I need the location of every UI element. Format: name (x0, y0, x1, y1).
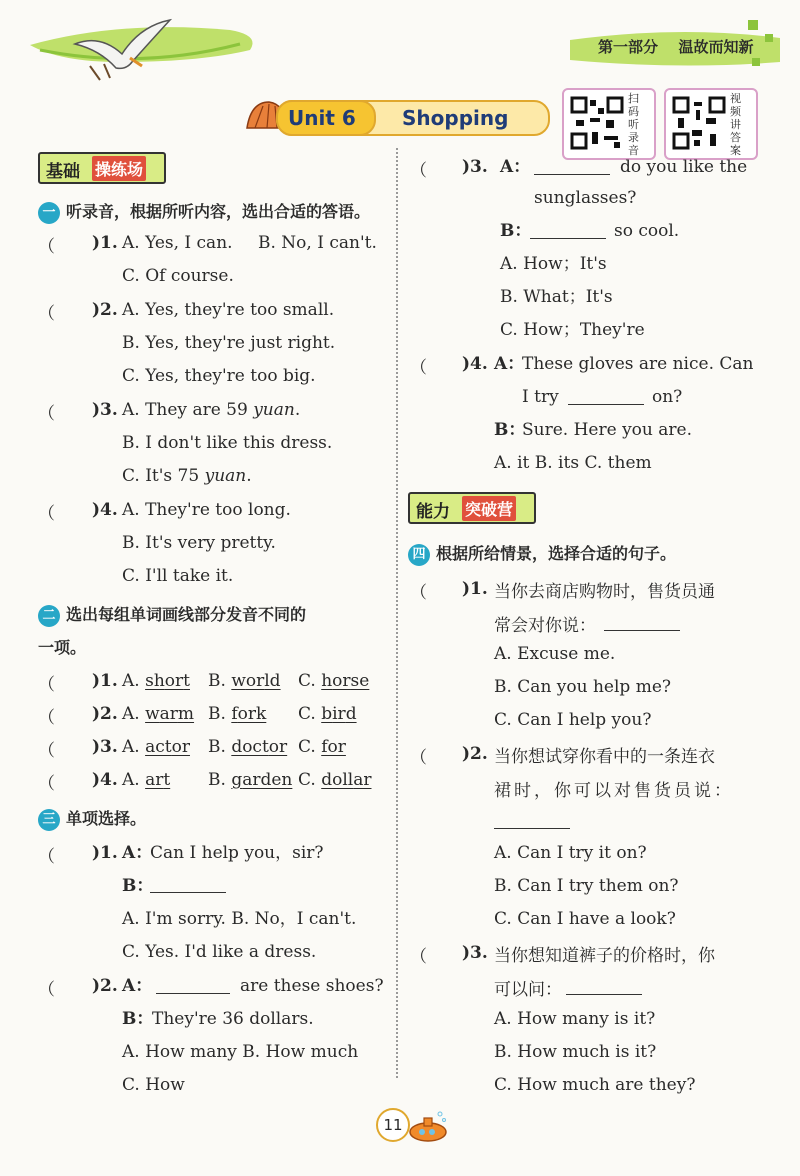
question-number: )2. (462, 744, 488, 764)
option-c: C. How；They're (500, 320, 645, 340)
option-b: B. Can you help me? (494, 677, 672, 697)
option-b: B. What；It's (500, 287, 613, 307)
answer-blank[interactable] (530, 222, 606, 239)
section-3-title: 三 单项选择。 (38, 806, 146, 831)
question-text: 当你想知道裤子的价格时，你 (494, 946, 715, 966)
option-a: A. They are 59 yuan. (122, 400, 301, 420)
page-number: 11 (376, 1108, 410, 1142)
question-number: )3. (92, 400, 118, 420)
option-b: B. Can I try them on? (494, 876, 679, 896)
qr-code-icon (672, 96, 726, 150)
section-2-title-cont: 一项。 (38, 638, 87, 657)
section-2-title: 二 选出每组单词画线部分发音不同的 (38, 602, 306, 627)
header-subtitle: 温故而知新 (678, 38, 754, 56)
answer-paren[interactable]: （ (38, 980, 55, 1000)
question-number: )4. (462, 354, 488, 374)
qr-audio[interactable] (562, 88, 656, 160)
answer-paren[interactable]: （ (38, 504, 55, 524)
section-4-title: 四 根据所给情景，选择合适的句子。 (408, 541, 676, 566)
question-number: )1. (462, 579, 488, 599)
answer-paren[interactable]: （ (38, 741, 55, 761)
answer-paren[interactable]: （ (410, 583, 427, 603)
answer-blank[interactable] (566, 978, 642, 995)
answer-paren[interactable]: （ (38, 675, 55, 695)
question-text: 常会对你说： (494, 616, 596, 636)
answer-paren[interactable]: （ (410, 358, 427, 378)
dialog-line: They're 36 dollars. (152, 1009, 314, 1029)
option-b: B. It's very pretty. (122, 533, 276, 553)
answer-blank[interactable] (534, 158, 610, 175)
option-a: A. Can I try it on? (494, 843, 647, 863)
qr-caption: 视频讲答案 (730, 92, 741, 157)
dialog-line: so cool. (614, 221, 680, 241)
tag-basic: 基础 操练场 (38, 152, 166, 184)
answer-paren[interactable]: （ (38, 708, 55, 728)
unit-label: Unit 6 (276, 100, 376, 136)
question-number: )1. (92, 843, 118, 863)
option-c: C. Yes, they're too big. (122, 366, 316, 386)
qr-caption: 扫码听录音 (628, 92, 639, 157)
section-1-title: 一 听录音，根据所听内容，选出合适的答语。 (38, 199, 370, 224)
dialog-line: Can I help you，sir? (150, 843, 324, 863)
option-a: A. How；It's (500, 254, 607, 274)
option-b: B. No, I can't. (258, 233, 377, 253)
dialog-line: do you like the (620, 157, 748, 177)
question-text: 可以问： (494, 980, 562, 1000)
question-number: )3. (462, 943, 488, 963)
question-text: 当你想试穿你看中的一条连衣 (494, 747, 715, 767)
qr-code-icon (570, 96, 624, 150)
answer-paren[interactable]: （ (38, 237, 55, 257)
option-a: A. How many is it? (494, 1009, 656, 1029)
dialog-line: are these shoes? (240, 976, 384, 996)
qr-video[interactable] (664, 88, 758, 160)
option-ab: A. I'm sorry. B. No，I can't. (122, 909, 357, 929)
answer-blank[interactable] (604, 614, 680, 631)
option-a: A. Excuse me. (494, 644, 616, 664)
option-a: A. Yes, they're too small. (122, 300, 335, 320)
option-ab: A. How many B. How much (122, 1042, 359, 1062)
question-number: )3. (462, 157, 488, 177)
dialog-line: sunglasses? (534, 188, 637, 208)
column-divider (396, 148, 398, 1078)
option-b: B. I don't like this dress. (122, 433, 333, 453)
seagull-icon (70, 14, 180, 84)
option-c: C. Yes. I'd like a dress. (122, 942, 317, 962)
answer-paren[interactable]: （ (38, 304, 55, 324)
option-c: C. How much are they? (494, 1075, 696, 1095)
option-c: C. Of course. (122, 266, 234, 286)
header-part: 第一部分 (598, 38, 659, 56)
tag-ability: 能力 突破营 (408, 492, 536, 524)
answer-paren[interactable]: （ (38, 847, 55, 867)
answer-blank[interactable] (150, 876, 226, 893)
option-b: B. How much is it? (494, 1042, 657, 1062)
option-a: A. Yes, I can. (122, 233, 233, 253)
question-text: 当你去商店购物时，售货员通 (494, 582, 715, 602)
option-c: C. Can I help you? (494, 710, 652, 730)
answer-paren[interactable]: （ (38, 404, 55, 424)
unit-title: Shopping (402, 106, 509, 130)
answer-paren[interactable]: （ (38, 774, 55, 794)
question-text: 裙时，你可以对售货员说： (494, 781, 734, 801)
question-number: )4. (92, 500, 118, 520)
dialog-line: Sure. Here you are. (522, 420, 692, 440)
option-c: C. I'll take it. (122, 566, 234, 586)
question-number: )2. (92, 300, 118, 320)
answer-blank[interactable] (156, 977, 230, 994)
option-c: C. Can I have a look? (494, 909, 676, 929)
question-number: )1. (92, 233, 118, 253)
option-c: C. How (122, 1075, 185, 1095)
submarine-icon (406, 1108, 450, 1144)
option-a: A. They're too long. (122, 500, 291, 520)
answer-paren[interactable]: （ (410, 748, 427, 768)
answer-paren[interactable]: （ (410, 947, 427, 967)
option-abc: A. it B. its C. them (494, 453, 652, 473)
option-c: C. It's 75 yuan. (122, 466, 252, 486)
answer-paren[interactable]: （ (410, 161, 427, 181)
question-number: )2. (92, 976, 118, 996)
answer-blank[interactable] (568, 388, 644, 405)
dialog-line: These gloves are nice. Can (522, 354, 754, 374)
option-b: B. Yes, they're just right. (122, 333, 336, 353)
unit-banner (276, 100, 550, 136)
answer-blank[interactable] (494, 812, 570, 829)
